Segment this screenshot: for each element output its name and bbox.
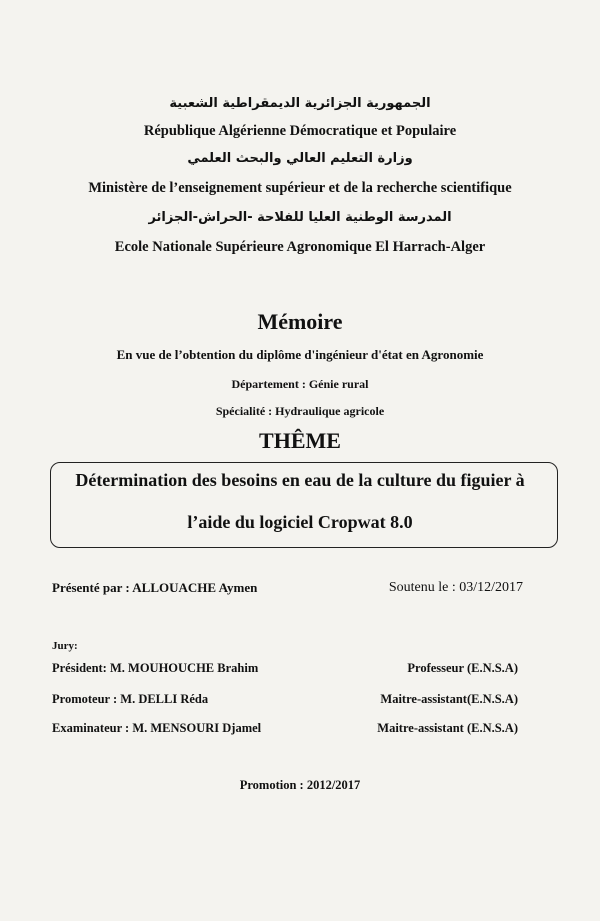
memoire-title: Mémoire xyxy=(257,309,343,334)
memoire-subtitle: En vue de l’obtention du diplôme d'ingénieur d'état en Agronomie xyxy=(116,347,484,362)
republic-arabic: الجمهورية الجزائرية الديمقراطية الشعبية xyxy=(169,96,431,111)
jury-member-title: Professeur (E.N.S.A) xyxy=(407,661,518,675)
school-french: Ecole Nationale Supérieure Agronomique El Harrach-Alger xyxy=(114,239,486,255)
department: Département : Génie rural xyxy=(231,377,369,391)
republic-french: République Algérienne Démocratique et Populaire xyxy=(143,123,457,139)
jury-member-title: Maitre-assistant(E.N.S.A) xyxy=(380,692,518,706)
ministry-arabic: وزارة التعليم العالي والبحث العلمي xyxy=(187,151,413,166)
jury-member-role: Examinateur : M. MENSOURI Djamel xyxy=(52,721,262,735)
presented-by: Présenté par : ALLOUACHE Aymen xyxy=(52,580,258,595)
school-arabic: المدرسة الوطنية العليا للفلاحة -الحراش-الجزائر xyxy=(148,210,452,225)
specialty: Spécialité : Hydraulique agricole xyxy=(215,404,385,418)
jury-label: Jury: xyxy=(52,640,78,652)
theme-title-line-2: l’aide du logiciel Cropwat 8.0 xyxy=(187,512,413,532)
jury-member-role: Promoteur : M. DELLI Réda xyxy=(52,692,209,706)
jury-member-role: Président: M. MOUHOUCHE Brahim xyxy=(52,661,259,675)
theme-label: THÊME xyxy=(259,428,341,453)
jury-member-title: Maitre-assistant (E.N.S.A) xyxy=(377,721,518,735)
theme-title-line-1: Détermination des besoins en eau de la culture du figuier à xyxy=(75,470,525,490)
promotion: Promotion : 2012/2017 xyxy=(239,778,361,792)
defense-date: Soutenu le : 03/12/2017 xyxy=(388,580,523,595)
ministry-french: Ministère de l’enseignement supérieur et de la recherche scientifique xyxy=(88,180,512,196)
